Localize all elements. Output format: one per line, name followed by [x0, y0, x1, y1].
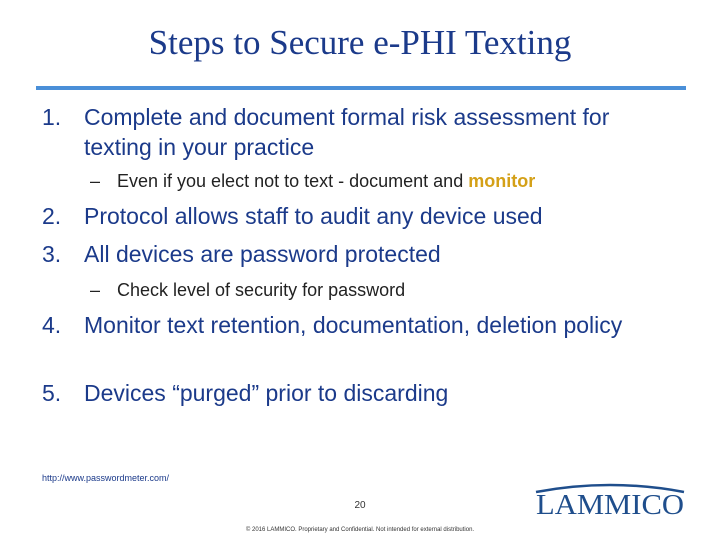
list-number: 3.	[42, 241, 62, 267]
highlight-word: monitor	[468, 171, 536, 191]
reference-link[interactable]: http://www.passwordmeter.com/	[42, 473, 170, 483]
sub-dash: –	[90, 280, 101, 300]
sub-dash: –	[90, 171, 101, 191]
sub-item-2	[90, 279, 690, 302]
list-item-2	[42, 202, 682, 232]
list-number: 4.	[42, 312, 62, 338]
lammico-logo	[530, 476, 690, 526]
copyright-footer: © 2016 LAMMICO. Proprietary and Confidential. Not intended for external distribution.	[245, 527, 475, 533]
logo-text: LAMMICO	[536, 489, 684, 521]
list-item-4	[42, 311, 682, 341]
list-number: 2.	[42, 203, 62, 229]
list-item-5	[42, 379, 682, 409]
list-number: 1.	[42, 104, 62, 130]
list-item-1	[42, 103, 682, 163]
sub-item-1	[90, 170, 690, 193]
list-text: Monitor text retention, documentation, deletion policy	[84, 312, 623, 338]
sub-text-main: Even if you elect not to text - document and	[117, 171, 469, 191]
list-text: Protocol allows staff to audit any device used	[84, 203, 543, 229]
list-text: All devices are password protected	[84, 241, 441, 267]
sub-text	[90, 170, 690, 193]
list-text: Complete and document formal risk assessment for texting in your practice	[84, 104, 610, 160]
slide-title: Steps to Secure e-PHI Texting	[148, 23, 572, 62]
sub-text: Check level of security for password	[117, 280, 406, 300]
title-underline	[36, 86, 686, 90]
list-item-3	[42, 240, 682, 270]
page-number: 20	[354, 500, 366, 511]
list-text: Devices “purged” prior to discarding	[84, 380, 449, 406]
list-number: 5.	[42, 380, 62, 406]
